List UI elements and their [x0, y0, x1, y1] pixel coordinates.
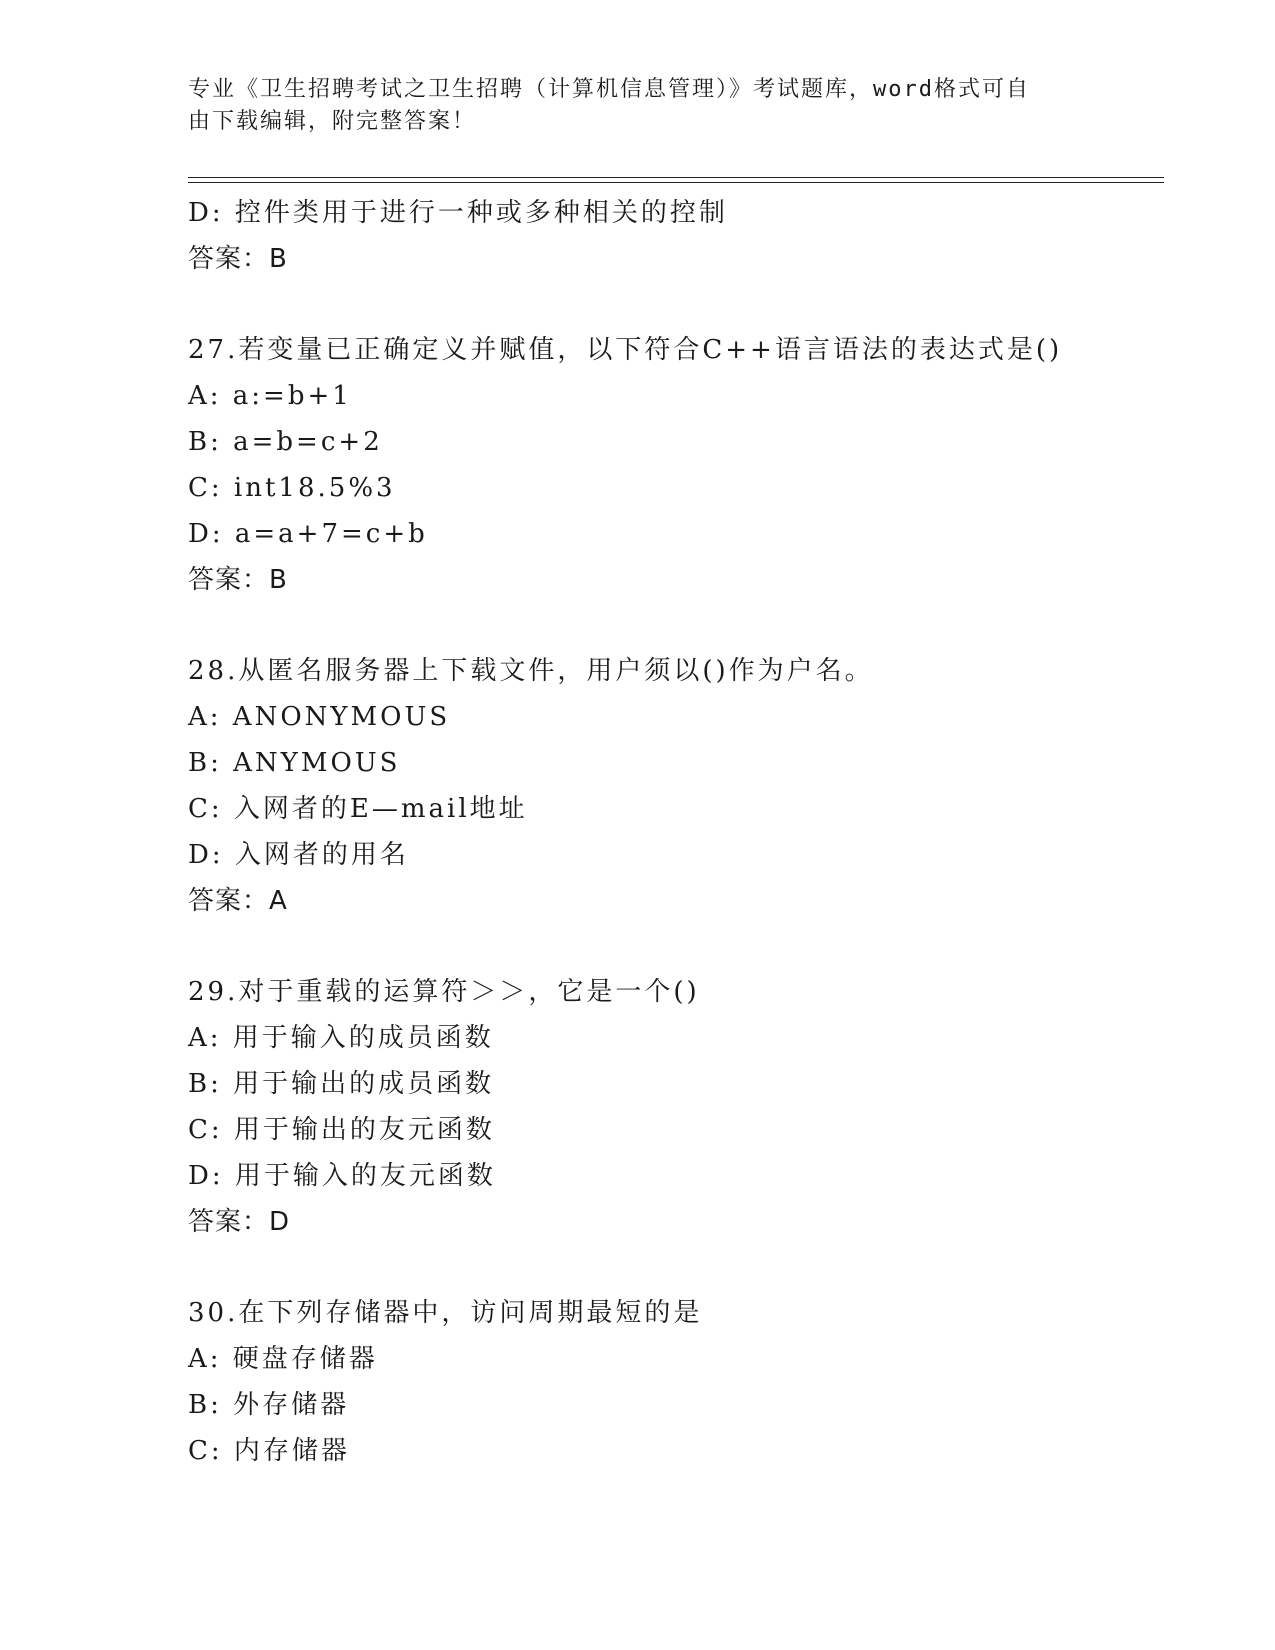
question-stem: 29.对于重载的运算符＞＞，它是一个()	[188, 977, 700, 1007]
option-a: A: a:=b+1	[188, 381, 352, 411]
header-line-1: 专业《卫生招聘考试之卫生招聘（计算机信息管理）》考试题库，word格式可自	[188, 77, 1030, 102]
answer: 答案：A	[188, 886, 288, 916]
option-c: C: 用于输出的友元函数	[188, 1115, 495, 1145]
spacer	[188, 603, 1148, 648]
header-line-2: 由下载编辑，附完整答案！	[188, 109, 477, 134]
option-c: C: 入网者的E—mail地址	[188, 794, 528, 824]
answer: 答案：B	[188, 565, 288, 595]
question-29	[188, 969, 1148, 1245]
question-28	[188, 648, 1148, 924]
spacer	[188, 924, 1148, 969]
question-27	[188, 327, 1148, 603]
option-b: B: 外存储器	[188, 1390, 350, 1420]
question-list	[188, 190, 1148, 1474]
option-d: D: 控件类用于进行一种或多种相关的控制	[188, 198, 728, 228]
option-b: B: ANYMOUS	[188, 748, 401, 778]
option-a: A: 硬盘存储器	[188, 1344, 378, 1374]
option-d: D: 用于输入的友元函数	[188, 1161, 496, 1191]
question-30	[188, 1290, 1148, 1474]
question-stem: 27.若变量已正确定义并赋值，以下符合C++语言语法的表达式是()	[188, 335, 1063, 365]
option-a: A: ANONYMOUS	[188, 702, 451, 732]
option-a: A: 用于输入的成员函数	[188, 1023, 494, 1053]
document-header	[188, 74, 1068, 138]
question-stem: 30.在下列存储器中，访问周期最短的是	[188, 1298, 703, 1328]
spacer	[188, 1245, 1148, 1290]
option-d: D: 入网者的用名	[188, 840, 409, 870]
question-stem: 28.从匿名服务器上下载文件，用户须以()作为户名。	[188, 656, 874, 686]
answer: 答案：B	[188, 244, 288, 274]
option-d: D: a=a+7=c+b	[188, 519, 428, 549]
option-c: C: 内存储器	[188, 1436, 350, 1466]
header-divider-bottom	[188, 182, 1164, 183]
spacer	[188, 282, 1148, 327]
header-divider-top	[188, 177, 1164, 178]
option-c: C: int18.5%3	[188, 473, 396, 503]
answer: 答案：D	[188, 1207, 291, 1237]
option-b: B: 用于输出的成员函数	[188, 1069, 495, 1099]
option-b: B: a=b=c+2	[188, 427, 383, 457]
